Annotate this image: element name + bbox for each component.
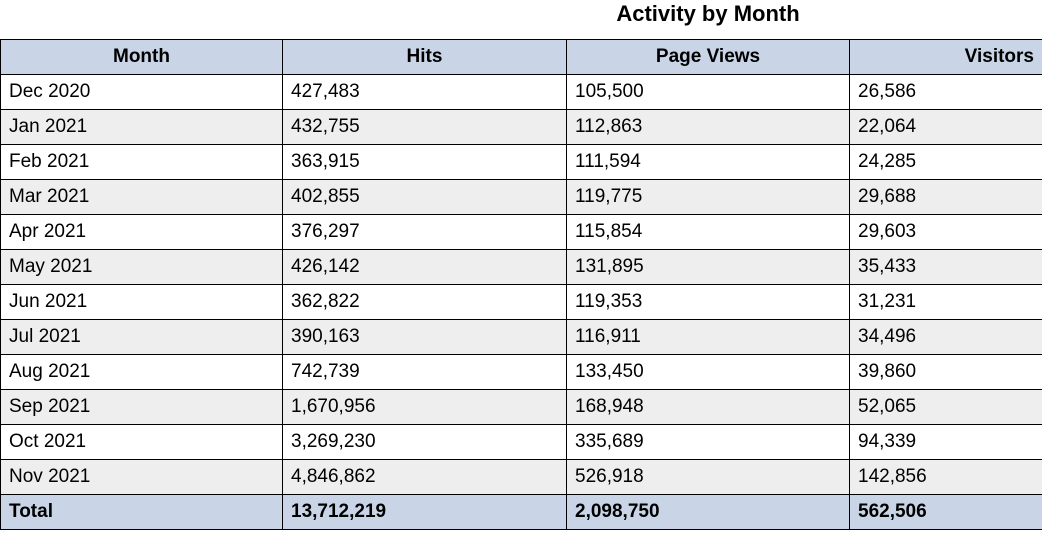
cell-page-views: 105,500 xyxy=(567,75,850,110)
table-header-row xyxy=(1,40,1042,75)
cell-hits: 362,822 xyxy=(283,285,567,320)
cell-hits: 1,670,956 xyxy=(283,390,567,425)
cell-month: Jun 2021 xyxy=(1,285,283,320)
cell-visitors: 24,285 xyxy=(850,145,1042,180)
cell-visitors: 35,433 xyxy=(850,250,1042,285)
cell-visitors: 22,064 xyxy=(850,110,1042,145)
cell-hits: 363,915 xyxy=(283,145,567,180)
cell-page-views: 131,895 xyxy=(567,250,850,285)
cell-page-views: 133,450 xyxy=(567,355,850,390)
cell-visitors: 29,688 xyxy=(850,180,1042,215)
cell-month: Dec 2020 xyxy=(1,75,283,110)
table-row xyxy=(1,145,1042,180)
cell-visitors: 142,856 xyxy=(850,460,1042,495)
cell-page-views: 526,918 xyxy=(567,460,850,495)
cell-month: Jan 2021 xyxy=(1,110,283,145)
column-header-hits: Hits xyxy=(283,40,567,75)
table-row xyxy=(1,355,1042,390)
total-visitors: 562,506 xyxy=(850,495,1042,530)
cell-page-views: 115,854 xyxy=(567,215,850,250)
table-row xyxy=(1,425,1042,460)
cell-hits: 4,846,862 xyxy=(283,460,567,495)
cell-visitors: 26,586 xyxy=(850,75,1042,110)
cell-month: Apr 2021 xyxy=(1,215,283,250)
table-row xyxy=(1,110,1042,145)
cell-hits: 390,163 xyxy=(283,320,567,355)
cell-month: May 2021 xyxy=(1,250,283,285)
cell-month: Jul 2021 xyxy=(1,320,283,355)
cell-page-views: 112,863 xyxy=(567,110,850,145)
cell-visitors: 29,603 xyxy=(850,215,1042,250)
cell-hits: 402,855 xyxy=(283,180,567,215)
cell-visitors: 34,496 xyxy=(850,320,1042,355)
activity-table xyxy=(0,39,1042,530)
cell-hits: 432,755 xyxy=(283,110,567,145)
cell-hits: 376,297 xyxy=(283,215,567,250)
cell-hits: 742,739 xyxy=(283,355,567,390)
total-page-views: 2,098,750 xyxy=(567,495,850,530)
cell-month: Sep 2021 xyxy=(1,390,283,425)
column-header-page-views: Page Views xyxy=(567,40,850,75)
cell-visitors: 52,065 xyxy=(850,390,1042,425)
cell-hits: 3,269,230 xyxy=(283,425,567,460)
cell-hits: 426,142 xyxy=(283,250,567,285)
cell-hits: 427,483 xyxy=(283,75,567,110)
cell-month: Aug 2021 xyxy=(1,355,283,390)
table-row xyxy=(1,250,1042,285)
table-row xyxy=(1,180,1042,215)
table-row xyxy=(1,390,1042,425)
cell-month: Oct 2021 xyxy=(1,425,283,460)
cell-visitors: 31,231 xyxy=(850,285,1042,320)
table-row xyxy=(1,460,1042,495)
cell-visitors: 39,860 xyxy=(850,355,1042,390)
total-label: Total xyxy=(1,495,283,530)
table-row xyxy=(1,75,1042,110)
cell-visitors: 94,339 xyxy=(850,425,1042,460)
total-row xyxy=(1,495,1042,530)
cell-month: Feb 2021 xyxy=(1,145,283,180)
cell-page-views: 116,911 xyxy=(567,320,850,355)
cell-page-views: 119,353 xyxy=(567,285,850,320)
cell-month: Mar 2021 xyxy=(1,180,283,215)
column-header-visitors: Visitors xyxy=(850,40,1042,75)
cell-month: Nov 2021 xyxy=(1,460,283,495)
cell-page-views: 335,689 xyxy=(567,425,850,460)
cell-page-views: 111,594 xyxy=(567,145,850,180)
total-hits: 13,712,219 xyxy=(283,495,567,530)
column-header-month: Month xyxy=(1,40,283,75)
table-row xyxy=(1,215,1042,250)
table-row xyxy=(1,320,1042,355)
table-row xyxy=(1,285,1042,320)
page-title: Activity by Month xyxy=(616,1,800,26)
cell-page-views: 168,948 xyxy=(567,390,850,425)
cell-page-views: 119,775 xyxy=(567,180,850,215)
